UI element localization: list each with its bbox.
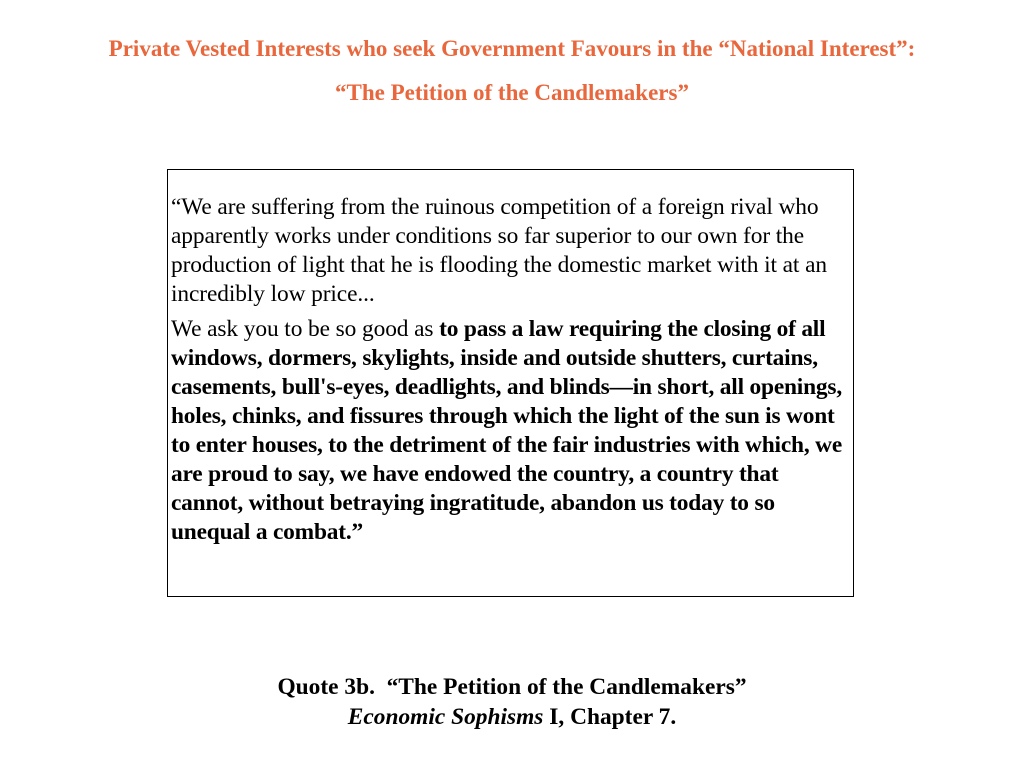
quote-box (167, 169, 854, 597)
quote-paragraph-2-bold: to pass a law requiring the closing of all windows, dormers, skylights, inside and outside shutters, curtains, casements, bull's-eyes, deadlights, and blinds—in short, all openings, holes, chinks, and fissures through which the light of the sun is wont to enter houses, to the detriment of the fair industries with which, we are proud to say, we have endowed the country, a country that cannot, without betraying ingratitude, abandon us today to so unequal a combat.” (171, 316, 843, 545)
quote-paragraph-1: “We are suffering from the ruinous competition of a foreign rival who apparently works under conditions so far superior to our own for the production of light that he is flooding the domestic market with it at an incredibly low price... (171, 194, 827, 307)
citation-line-2 (0, 702, 1024, 732)
slide-title-line-1: Private Vested Interests who seek Government Favours in the “National Interest”: (108, 36, 916, 61)
citation-book-title: Economic Sophisms (347, 704, 544, 730)
citation-line-1: Quote 3b. “The Petition of the Candlemakers” (277, 674, 747, 700)
citation-chapter: I, Chapter 7. (543, 704, 677, 730)
citation (0, 672, 1024, 732)
quote-paragraph-2 (171, 315, 849, 547)
quote-paragraph-2-plain: We ask you to be so good as (171, 316, 440, 342)
slide-title-line-2: “The Petition of the Candlemakers” (335, 80, 689, 105)
